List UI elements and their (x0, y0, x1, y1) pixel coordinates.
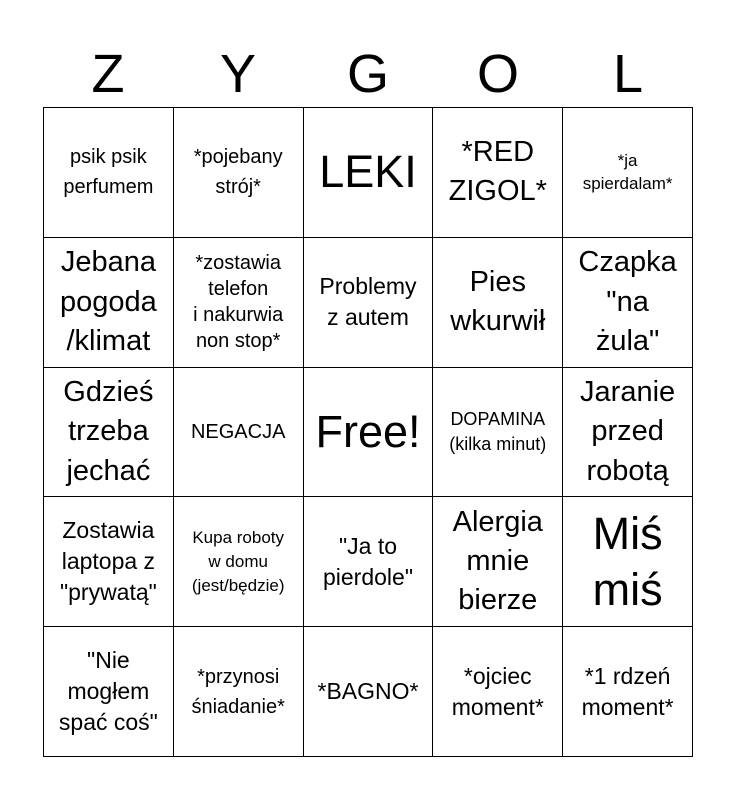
header-letter-z: Z (91, 44, 125, 104)
bingo-cell-text: Czapka "na żula" (578, 246, 677, 357)
bingo-cell-r4c1[interactable] (44, 497, 174, 627)
bingo-cell-r1c3[interactable] (304, 108, 434, 238)
header-letter-l: L (612, 44, 644, 104)
bingo-cell-r3c4[interactable] (433, 368, 563, 498)
bingo-cell-r3c5[interactable] (563, 368, 693, 498)
bingo-cell-r1c2[interactable] (174, 108, 304, 238)
bingo-cell-text: *zostawia telefon i nakurwia non stop* (193, 252, 284, 353)
bingo-cell-text: DOPAMINA (kilka minut) (449, 408, 547, 454)
bingo-cell-r4c4[interactable] (433, 497, 563, 627)
bingo-cell-text: Problemy z autem (319, 273, 417, 331)
bingo-cell-text: *RED ZIGOL* (448, 136, 547, 208)
bingo-cell-r1c5[interactable] (563, 108, 693, 238)
bingo-cell-r1c1[interactable] (44, 108, 174, 238)
bingo-cell-r2c5[interactable] (563, 238, 693, 368)
bingo-cell-r3c1[interactable] (44, 368, 174, 498)
bingo-cell-r5c2[interactable] (174, 627, 304, 757)
bingo-cell-r5c3[interactable] (304, 627, 434, 757)
bingo-cell-r3c2[interactable] (174, 368, 304, 498)
bingo-cell-r5c1[interactable] (44, 627, 174, 757)
bingo-cell-text: *pojebany strój* (193, 146, 283, 199)
bingo-cell-text: "Nie mogłem spać coś" (58, 647, 158, 736)
bingo-cell-text: Pies wkurwił (450, 266, 546, 338)
bingo-cell-r4c5[interactable] (563, 497, 693, 627)
bingo-cell-text: *przynosi śniadanie* (191, 665, 285, 718)
bingo-cell-text: *ojciec moment* (451, 662, 544, 720)
bingo-cell-text: Kupa roboty w domu (jest/będzie) (191, 528, 285, 595)
bingo-cell-free[interactable] (304, 368, 434, 498)
bingo-cell-text: LEKI (319, 146, 417, 198)
bingo-cell-text: *1 rdzeń moment* (581, 662, 674, 720)
bingo-cell-text: Miś miś (592, 507, 663, 615)
bingo-cell-text: Gdzieś trzeba jechać (63, 376, 154, 487)
bingo-cell-r2c4[interactable] (433, 238, 563, 368)
bingo-cell-r2c2[interactable] (174, 238, 304, 368)
bingo-cell-text: *BAGNO* (317, 678, 419, 705)
header-letter-y: Y (219, 44, 257, 104)
bingo-cell-text: NEGACJA (190, 420, 286, 443)
bingo-cell-text: *ja spierdalam* (582, 150, 673, 194)
bingo-cell-text: "Ja to pierdole" (322, 532, 413, 590)
bingo-cell-r5c4[interactable] (433, 627, 563, 757)
bingo-cell-text: Free! (315, 405, 421, 457)
bingo-cell-r1c4[interactable] (433, 108, 563, 238)
bingo-cell-text: Jaranie przed robotą (580, 376, 676, 487)
bingo-cell-text: Alergia mnie bierze (452, 506, 543, 617)
header-letter-g: G (346, 44, 389, 104)
bingo-cell-r5c5[interactable] (563, 627, 693, 757)
bingo-cell-r2c1[interactable] (44, 238, 174, 368)
bingo-cell-r4c3[interactable] (304, 497, 434, 627)
bingo-cell-text: Zostawia laptopa z "prywatą" (59, 517, 157, 606)
bingo-cell-r4c2[interactable] (174, 497, 304, 627)
bingo-board (43, 107, 693, 757)
bingo-cell-r2c3[interactable] (304, 238, 434, 368)
header-letter-o: O (476, 44, 519, 104)
bingo-cell-text: psik psik perfumem (63, 146, 154, 199)
bingo-cell-text: Jebana pogoda /klimat (60, 246, 157, 357)
bingo-header (43, 40, 693, 108)
